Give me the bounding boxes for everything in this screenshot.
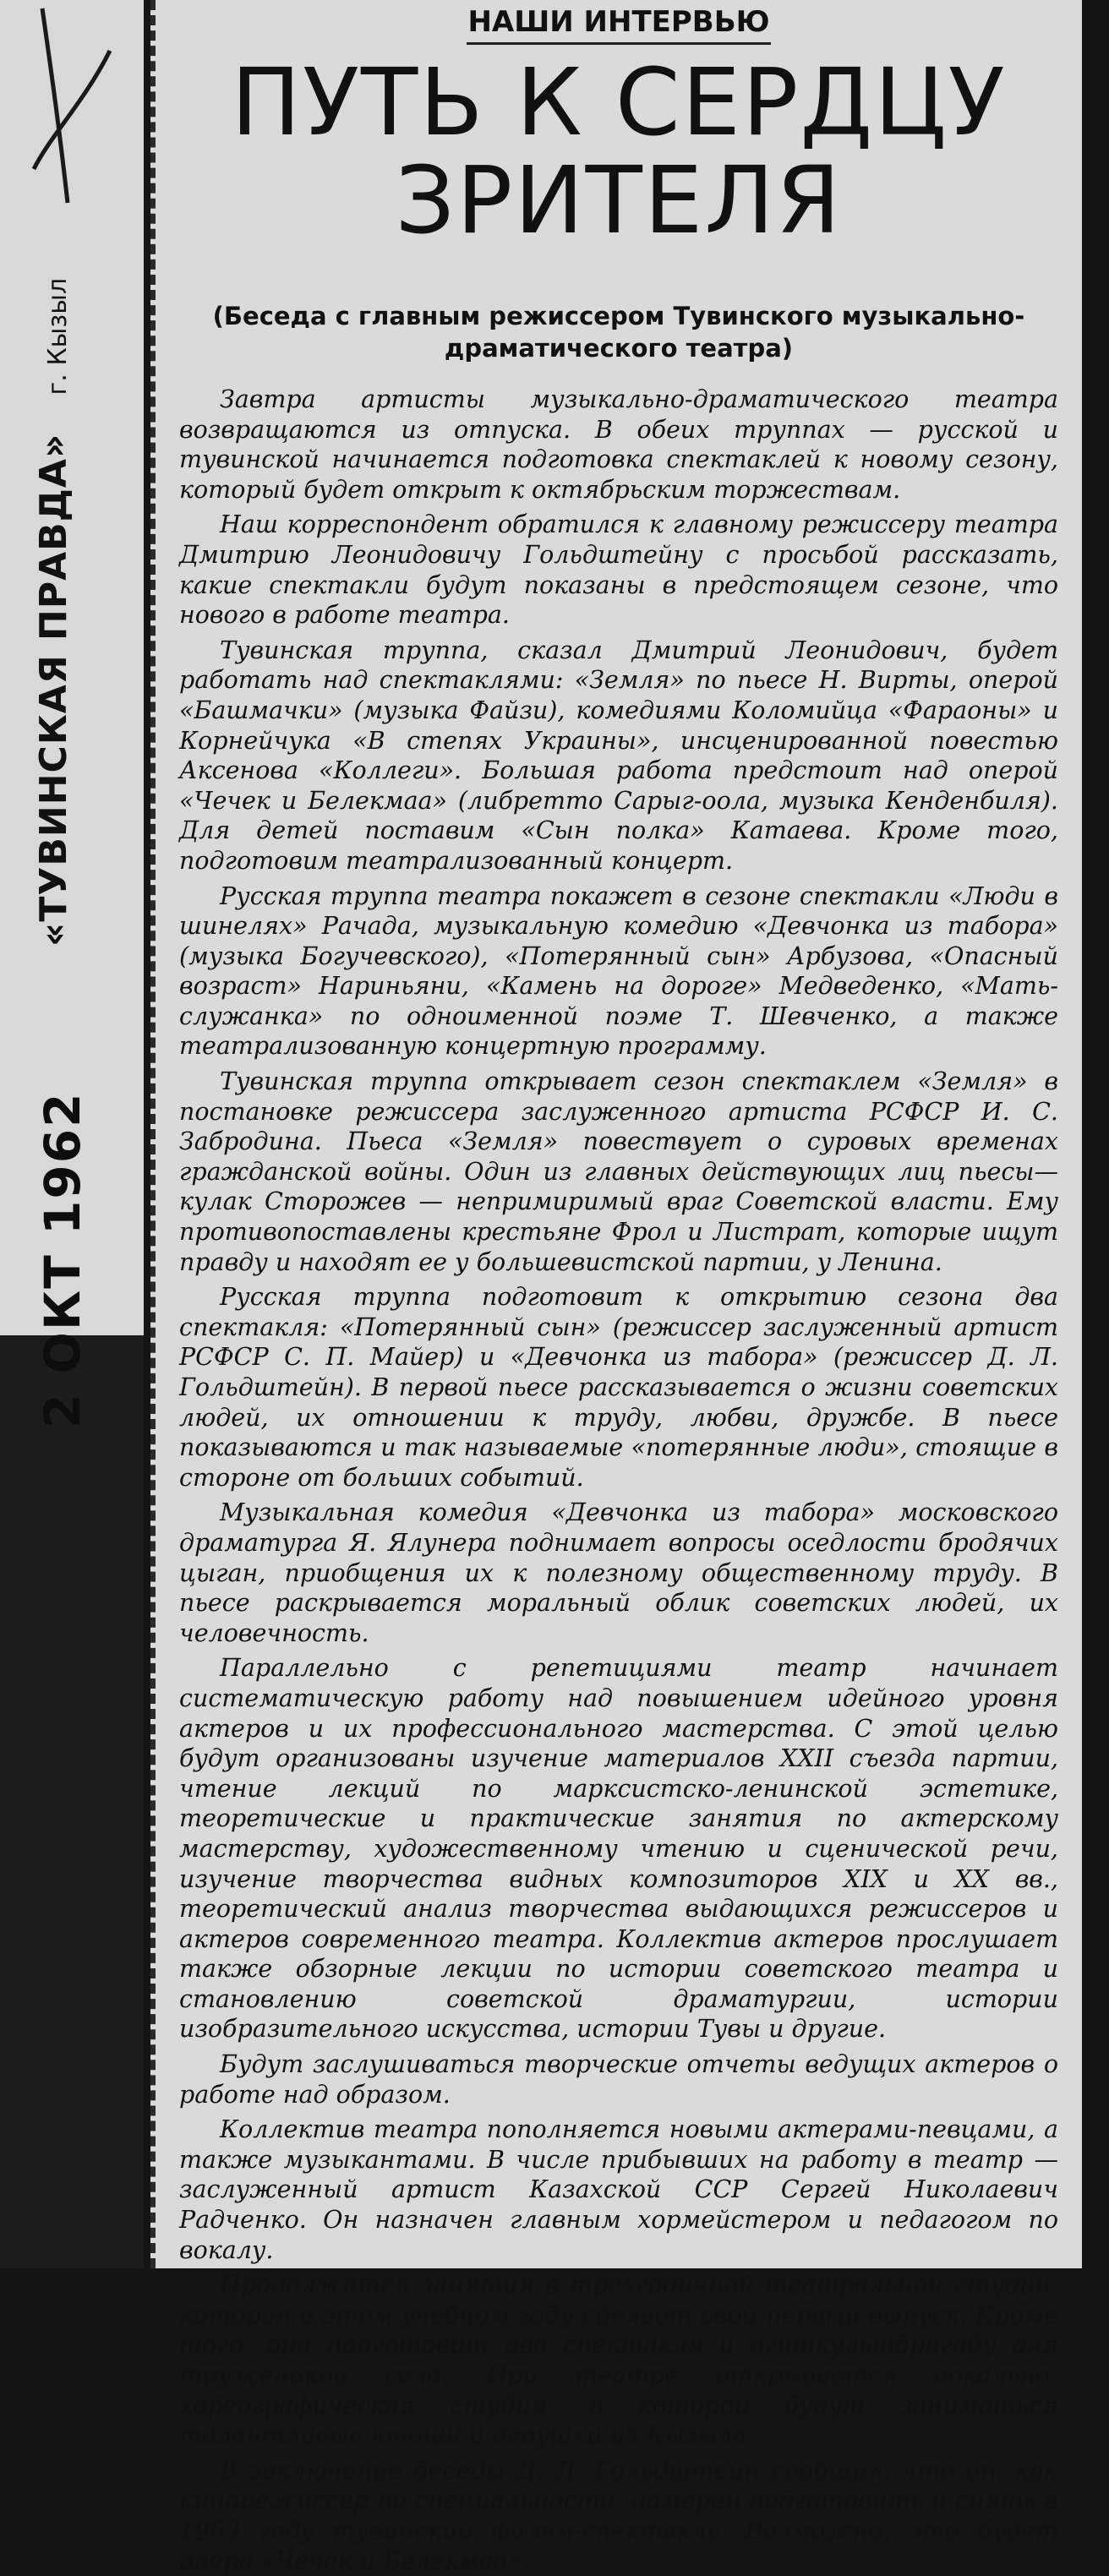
handwritten-mark — [17, 0, 118, 220]
paragraph: Музыкальная комедия «Девчонка из табора» московского драматурга Я. Ялунера поднимает вопросы оседлости бродячих цыган, приобщения их к полезному общественному труду. В пьесе раскрывается моральный облик советских людей, их человечность. — [179, 1498, 1058, 1647]
paragraph: Наш корреспондент обратился к главному режиссеру театра Дмитрию Леонидовичу Гольдштейну с просьбой рассказать, какие спектакли будут показаны в предстоящем сезоне, что нового в работе театра. — [179, 510, 1058, 630]
paragraph: Завтра артисты музыкально-драматического театра возвращаются из отпуска. В обеих труппах — русской и тувинской начинается подготовка спектаклей к новому сезону, который будет открыт к октябрьским торжествам. — [179, 385, 1058, 504]
newspaper-clipping — [150, 0, 1082, 2575]
paragraph: В заключение беседы Д. Л. Гольдштейн сообщил, что он, как кинорежиссер по специальности, намерен подготовить и снять в 1963 году тувинский фильм-спектакль. Возможно, это будет опера «Чечек и Белекмаа». — [179, 2456, 1058, 2575]
title-line-2: ЗРИТЕЛЯ — [395, 146, 843, 254]
paragraph: Будут заслушиваться творческие отчеты ведущих актеров о работе над образом. — [179, 2050, 1058, 2109]
article-subtitle: (Беседа с главным режиссером Тувинского музыкально-драматического театра) — [212, 302, 1025, 363]
paragraph: Русская труппа подготовит к открытию сезона два спектакля: «Потерянный сын» (режиссер заслуженный артист РСФСР С. П. Майер) и «Девчонка из табора» (режиссер Д. Л. Гольдштейн). В первой пьесе рассказывается о жизни советских людей, их отношении к труду, любви, дружбе. В пьесе показываются и так называемые «потерянные люди», стоящие в стороне от больших событий. — [179, 1283, 1058, 1492]
scan-background — [0, 1335, 144, 2268]
article-body — [179, 385, 1058, 2576]
title-line-1: ПУТЬ К СЕРДЦУ — [231, 48, 1007, 156]
paragraph: Коллектив театра пополняется новыми актерами-певцами, а также музыкантами. В числе прибывших на работу в театр — заслуженный артист Казахской ССР Сергей Николаевич Радченко. Он назначен главным хормейстером и педагогом по вокалу. — [179, 2115, 1058, 2264]
newspaper-stamp — [32, 278, 75, 947]
paragraph: Русская труппа театра покажет в сезоне спектакли «Люди в шинелях» Рачада, музыкальную комедию «Девчонка из табора» (музыка Богучевского), «Потерянный сын» Арбузова, «Опасный возраст» Нариньяни, «Камень на дороге» Медведенко, «Мать-служанка» по одноименной поэме Т. Шевченко, а также театрализованную концертную программу. — [179, 881, 1058, 1061]
newspaper-city: г. Кызыл — [43, 277, 73, 396]
date-stamp: 2 ОКТ 1962 — [34, 1091, 91, 1428]
paragraph: Продолжатся занятия в трехгодичной театральной студии, которая в этом учебном году сделает свой первый выпуск. Кроме того, она подготовит два спектакля и агиткультбригаду для тружеников села. При театре открывается вокально-хореографическая студия, в которой будут заниматься талантливые юноши и девушки из Кызыла. — [179, 2271, 1058, 2450]
paragraph: Параллельно с репетициями театр начинает систематическую работу над повышением идейного уровня актеров и их профессионального мастерства. С этой целью будут организованы изучение материалов XXII съезда партии, чтение лекций по марксистско-ленинской эстетике, теоретические и практические занятия по актерскому мастерству, художественному чтению и сценической речи, изучение творчества видных композиторов XIX и XX вв., теоретический анализ творчества выдающихся режиссеров и актеров современного театра. Коллектив актеров прослушает также обзорные лекции по истории советского театра и становлению советской драматургии, истории изобразительного искусства, истории Тувы и другие. — [179, 1654, 1058, 2044]
paragraph: Тувинская труппа открывает сезон спектаклем «Земля» в постановке режиссера заслуженного артиста РСФСР И. С. Забродина. Пьеса «Земля» повествует о суровых временах гражданской войны. Один из главных действующих лиц пьесы—кулак Сторожев — непримиримый враг Советской власти. Ему противопоставлены крестьяне Фрол и Листрат, которые ищут правду и находят ее у большевистской партии, у Ленина. — [179, 1067, 1058, 1276]
article-title — [179, 48, 1058, 254]
paragraph: Тувинская труппа, сказал Дмитрий Леонидович, будет работать над спектаклями: «Земля» по пьесе Н. Вирты, оперой «Башмачки» (музыка Файзи), комедиями Коломийца «Фараоны» и Корнейчука «В степях Украины», инсценированной повестью Аксенова «Коллеги». Большая работа предстоит над оперой «Чечек и Белекмаа» (либретто Сарыг-оола, музыка Кенденбиля). Для детей поставим «Сын полка» Катаева. Кроме того, подготовим театрализованный концерт. — [179, 636, 1058, 875]
newspaper-name: «ТУВИНСКАЯ ПРАВДА» — [32, 433, 75, 947]
rubric-heading: НАШИ ИНТЕРВЬЮ — [467, 5, 771, 45]
